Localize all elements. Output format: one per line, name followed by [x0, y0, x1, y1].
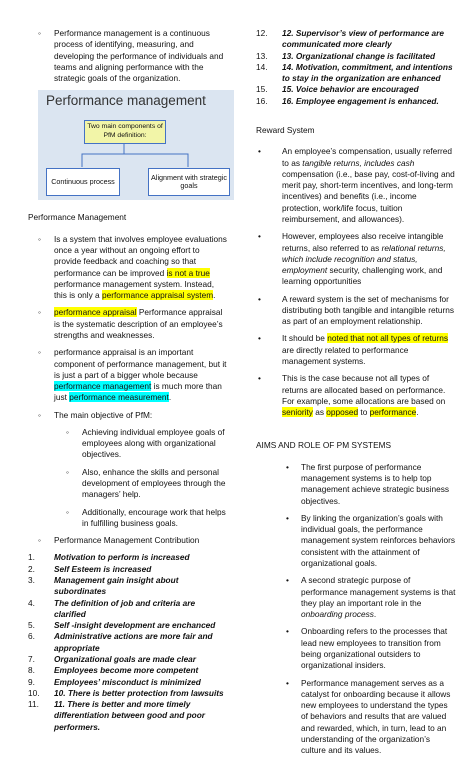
- contribution-item: 12. 12. Supervisor’s view of performance are communicated more clearly: [256, 28, 445, 50]
- pm-bullet-4: ◦ The main objective of PfM:: [28, 410, 228, 421]
- objective-item: ◦ Achieving individual employee goals of employees along with organizational objectives.: [28, 427, 228, 461]
- contribution-item: 16. 16. Employee engagement is enhanced.: [256, 95, 439, 106]
- highlight-noted: noted that not all types of returns: [327, 333, 449, 344]
- contribution-item: 10. 10. There is better protection from lawsuits: [28, 687, 224, 698]
- reward-bullet: • This is the case because not all types of returns are allocated based on performance. For example, some allocations are based on seniority as opposed to performance.: [256, 373, 456, 418]
- reward-bullet: • An employee’s compensation, usually referred to as tangible returns, includes cash compensation (i.e., base pay, cost-of-living and merit pay, short-term incentives, and long-term incentives) and benefits (i.e., income protection, work/life focus, tuition reimbursement, and allowances).: [256, 146, 456, 225]
- reward-bullet: • However, employees also receive intangible returns, also referred to as relational returns, which include recognition and status, employment security, challenging work, and learning opportunities: [256, 231, 456, 287]
- intro-paragraph: ◦ Performance management is a continuous process of identifying, measuring, and developing the performance of individuals and teams and aligning performance with the strategic goals of the organization.: [28, 28, 228, 84]
- diagram-title: Performance management: [46, 93, 206, 109]
- contribution-item: 14. 14. Motivation, commitment, and intentions to stay in the organization are enhanced: [256, 61, 453, 84]
- highlight-pm: performance management: [54, 381, 152, 392]
- contribution-item: 15. 15. Voice behavior are encouraged: [256, 84, 419, 95]
- diagram-box-continuous: Continuous process: [46, 168, 120, 196]
- aims-bullet: • A second strategic purpose of performance management systems is that they play an important role in the onboarding process.: [256, 575, 456, 620]
- aims-bullet: • Performance management serves as a catalyst for onboarding because it allows new employees to understand the types of behaviors and results that are valued and rewarded, which, in turn, lead to an understanding of the organization’s culture and its values.: [256, 678, 456, 757]
- reward-bullet: • A reward system is the set of mechanisms for distributing both tangible and intangible returns as part of an employment relationship.: [256, 294, 456, 328]
- contribution-item: 13. 13. Organizational change is facilitated: [256, 50, 436, 61]
- left-column: [28, 28, 228, 733]
- contribution-item: 4. The definition of job and criteria are clarified: [28, 597, 196, 619]
- contribution-item: 1. Motivation to perform is increased: [28, 552, 190, 563]
- pm-bullet-3: ◦ performance appraisal is an important component of performance management, but it is just a part of a bigger whole because performance management is much more than just performance measurement.: [28, 347, 228, 403]
- aims-bullet: • By linking the organization’s goals with individual goals, the performance management system reinforces behaviors consistent with the attainment of organizational goals.: [256, 513, 456, 569]
- contribution-item: 5. Self -insight development are enchanced: [28, 620, 216, 631]
- diagram-box-alignment: Alignment with strategic goals: [148, 168, 230, 196]
- aims-bullet: • The first purpose of performance management systems is to help top management achieve strategic business objectives.: [256, 462, 456, 507]
- aims-bullet: • Onboarding refers to the processes that lead new employees to transition from being organizational outsiders to organizational insiders.: [256, 626, 456, 671]
- highlight-not-true: is not a true: [166, 267, 210, 278]
- highlight-appraisal-system: performance appraisal system: [101, 290, 214, 301]
- aims-title: AIMS AND ROLE OF PM SYSTEMS: [256, 440, 392, 451]
- contribution-item: 7. Organizational goals are made clear: [28, 653, 197, 664]
- highlight-measurement: performance measurement: [69, 392, 169, 403]
- objective-item: ◦ Additionally, encourage work that helps in fulfilling business goals.: [28, 507, 228, 530]
- contribution-item: 3. Management gain insight about subordinates: [28, 575, 179, 597]
- highlight-seniority: seniority: [282, 407, 313, 418]
- highlight-performance: performance: [369, 407, 417, 418]
- pfm-diagram: [38, 90, 234, 200]
- contribution-item: 8. Employees become more competent: [28, 665, 199, 676]
- reward-system-title: Reward System: [256, 124, 315, 135]
- contribution-item: 6. Administrative actions are more fair and appropriate: [28, 631, 213, 653]
- diagram-center-box: Two main components of PfM definition:: [84, 120, 166, 144]
- right-column: [256, 28, 456, 762]
- pm-bullet-1: ◦ Is a system that involves employee evaluations once a year without an ongoing effort to provide feedback and coaching so that performance can be improved is not a true performance management system. Instead, this is only a performance appraisal system.: [28, 234, 228, 302]
- pm-bullet-5: ◦ Performance Management Contribution: [28, 535, 228, 546]
- contribution-item: 11. 11. There is better and more timely differentiation between good and poor performers.: [28, 699, 206, 732]
- highlight-opposed: opposed: [326, 407, 359, 418]
- pm-bullet-2: ◦ performance appraisal Performance appraisal is the systematic description of an employee’s strengths and weaknesses.: [28, 307, 228, 341]
- objective-item: ◦ Also, enhance the skills and personal development of employees through the managers’ help.: [28, 467, 228, 501]
- reward-bullet: • It should be noted that not all types of returns are directly related to performance management systems.: [256, 333, 456, 367]
- highlight-appraisal: performance appraisal: [54, 307, 137, 318]
- section-title-pm: Performance Management: [28, 212, 127, 223]
- contribution-item: 2. Self Esteem is increased: [28, 563, 152, 574]
- contribution-item: 9. Employees’ misconduct is minimized: [28, 676, 201, 687]
